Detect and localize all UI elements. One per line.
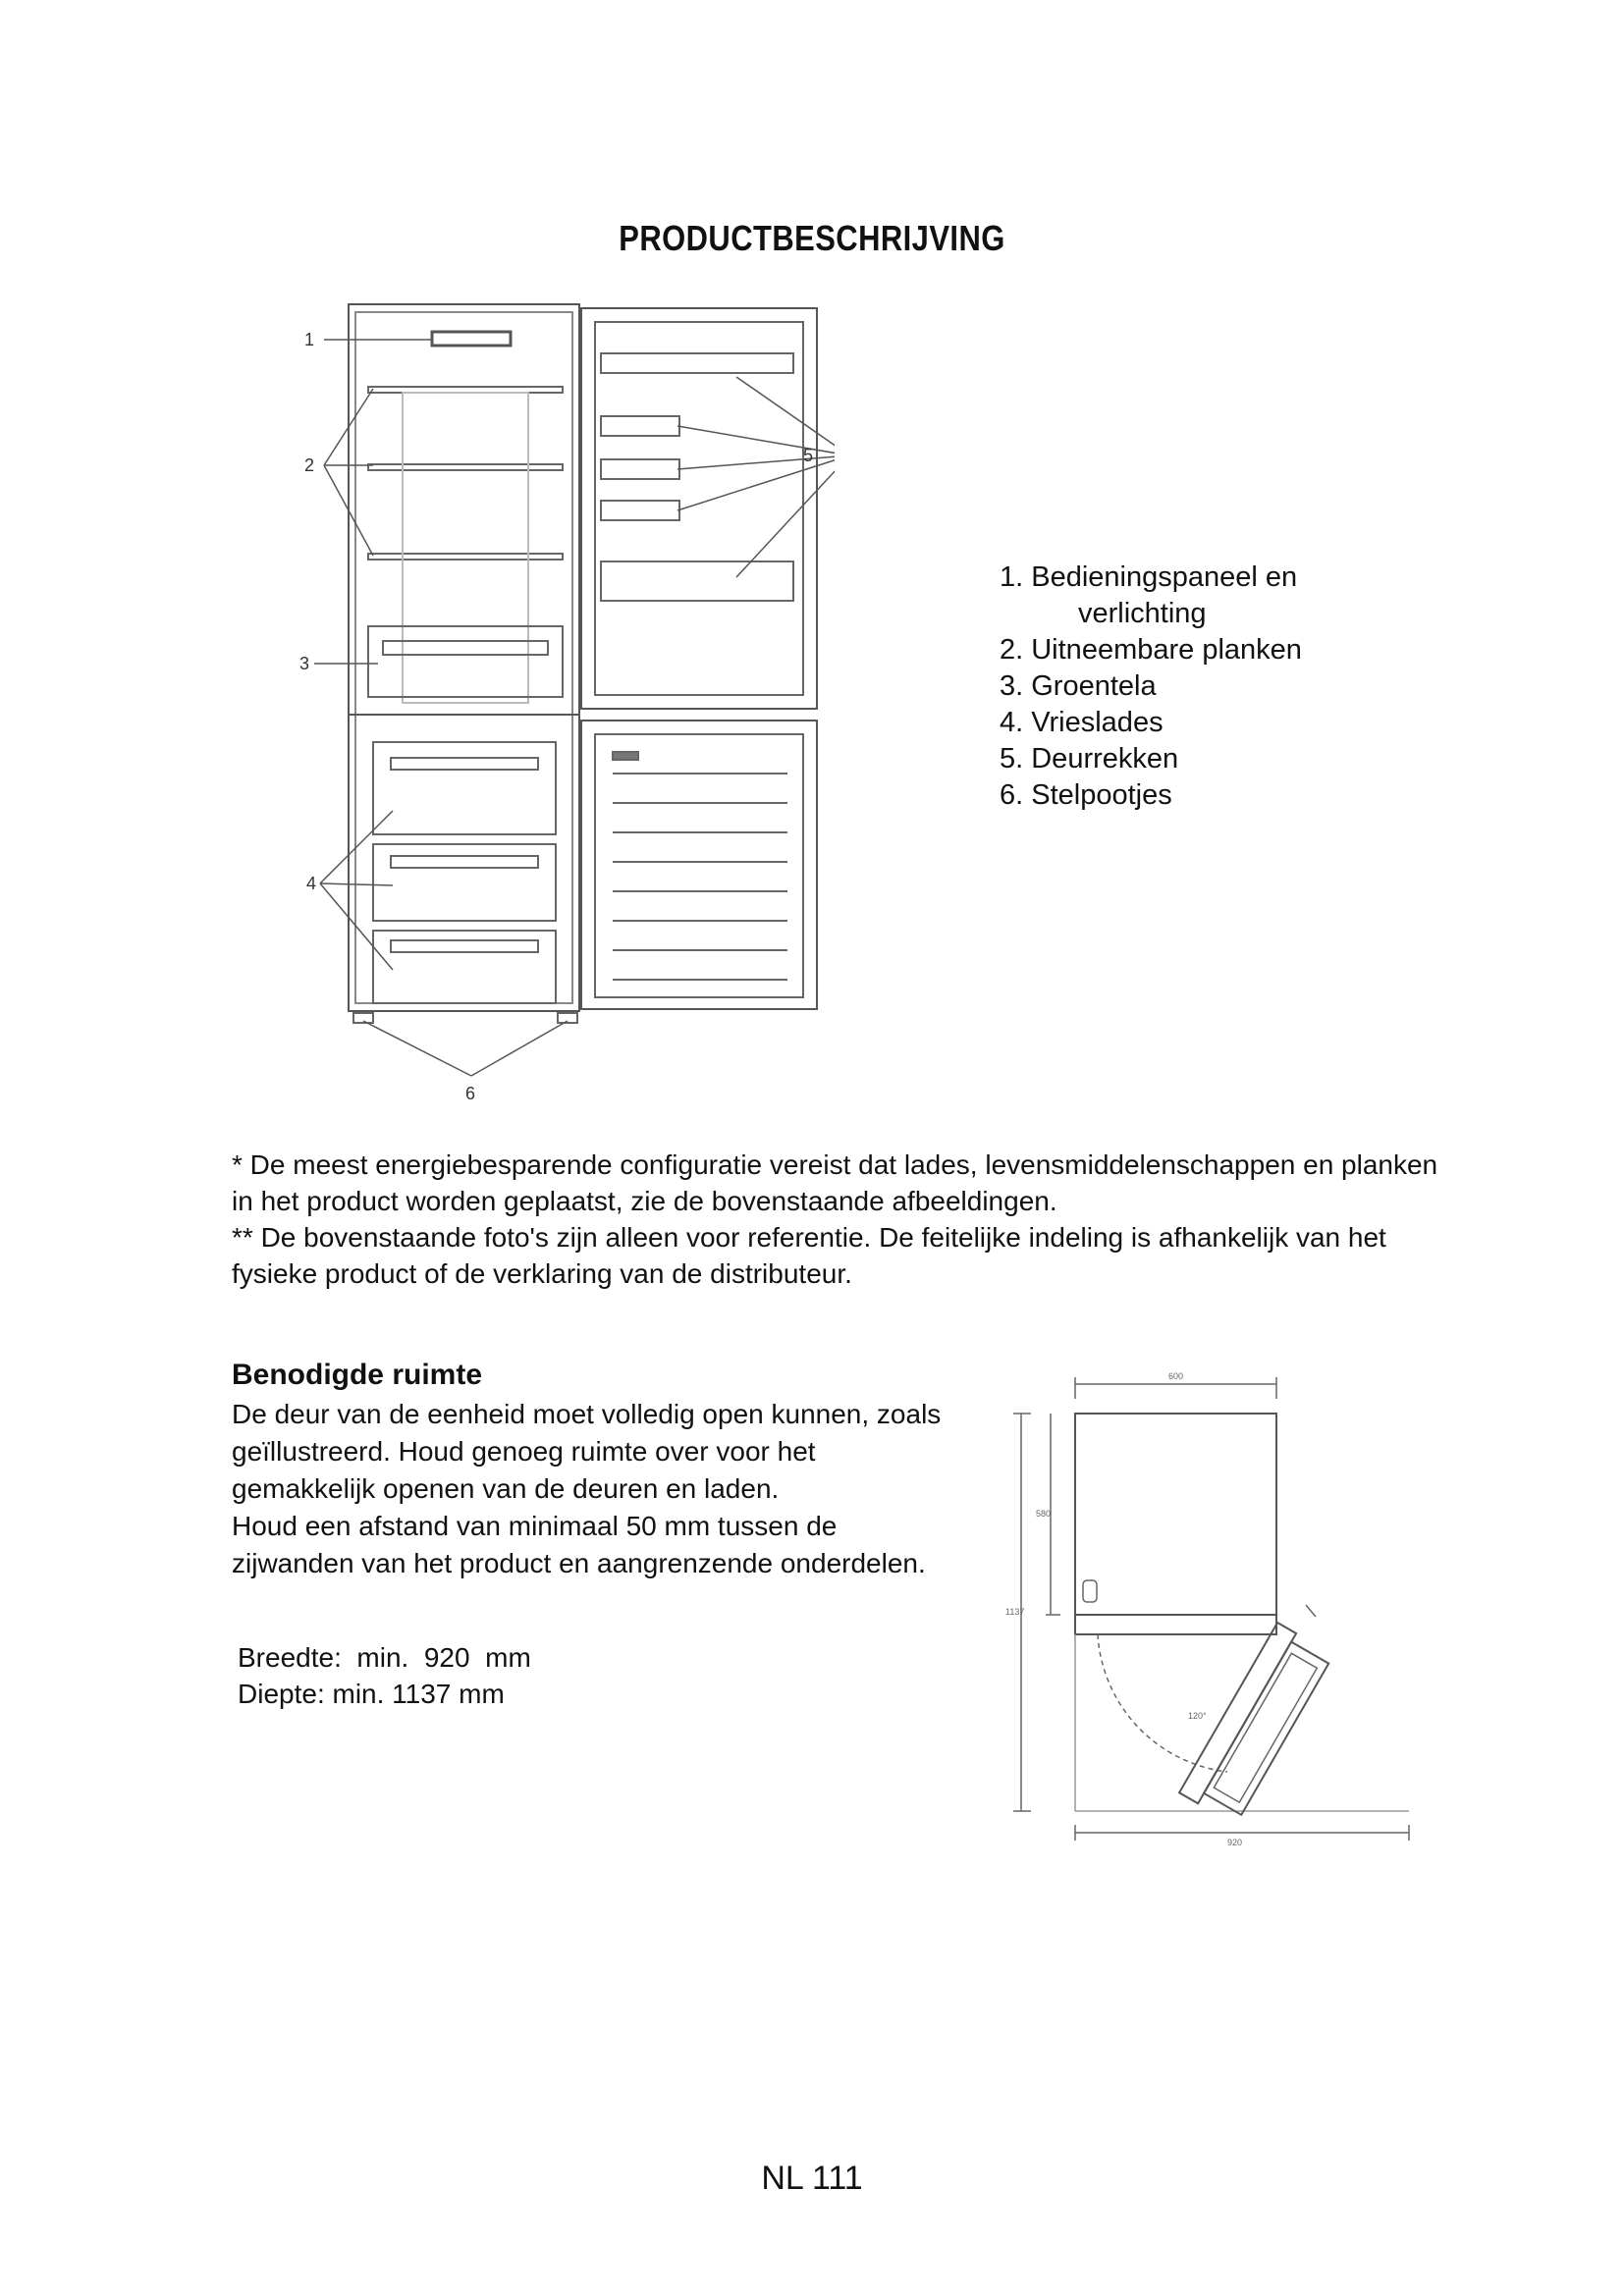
legend-item: 1. Bedieningspaneel en verlichting [1000, 561, 1298, 629]
callout-2: 2 [304, 455, 315, 475]
legend-item: 3. Groentela [1000, 670, 1157, 702]
note-energy: * De meest energiebesparende configuratie vereist dat lades, levensmiddelenschappen en planken in het product worden geplaatst, zie de bovenstaande afbeeldingen. [232, 1149, 1438, 1216]
legend-item: 4. Vrieslades [1000, 707, 1164, 738]
parts-legend [1000, 560, 1412, 814]
space-body [232, 1396, 958, 1582]
plan-inner-depth: 580 [1036, 1509, 1052, 1519]
callout-5: 5 [803, 446, 814, 465]
legend-item: 6. Stelpootjes [1000, 779, 1172, 811]
legend-item: 5. Deurrekken [1000, 743, 1179, 774]
space-line: zijwanden van het product en aangrenzende onderdelen. [232, 1548, 926, 1578]
plan-top-width: 600 [1168, 1371, 1184, 1381]
fridge-illustration [285, 293, 835, 1107]
space-heading: Benodigde ruimte [232, 1359, 483, 1391]
legend-item: 2. Uitneembare planken [1000, 634, 1302, 666]
dimensions [238, 1639, 531, 1712]
notes [232, 1147, 1449, 1292]
callout-6: 6 [465, 1084, 476, 1103]
width-requirement: Breedte: min. 920 mm [238, 1642, 531, 1673]
plan-bottom-width: 920 [1227, 1838, 1243, 1847]
depth-requirement: Diepte: min. 1137 mm [238, 1679, 505, 1709]
plan-angle: 120° [1188, 1711, 1207, 1721]
space-line: De deur van de eenheid moet volledig open kunnen, zoals [232, 1399, 942, 1429]
callout-1: 1 [304, 330, 315, 349]
note-reference: ** De bovenstaande foto's zijn alleen voor referentie. De feitelijke indeling is afhankelijk van het fysieke product of de verklaring van de distributeur. [232, 1222, 1386, 1289]
callout-4: 4 [306, 874, 317, 893]
page-number: NL 111 [761, 2160, 863, 2197]
page-title: PRODUCTBESCHRIJVING [619, 218, 1005, 258]
callout-3: 3 [299, 654, 310, 673]
space-line: geïllustreerd. Houd genoeg ruimte over voor het [232, 1436, 816, 1467]
clearance-plan-diagram [992, 1360, 1424, 1850]
space-line: gemakkelijk openen van de deuren en laden. [232, 1473, 780, 1504]
space-line: Houd een afstand van minimaal 50 mm tussen de [232, 1511, 838, 1541]
plan-depth: 1137 [1005, 1607, 1025, 1617]
